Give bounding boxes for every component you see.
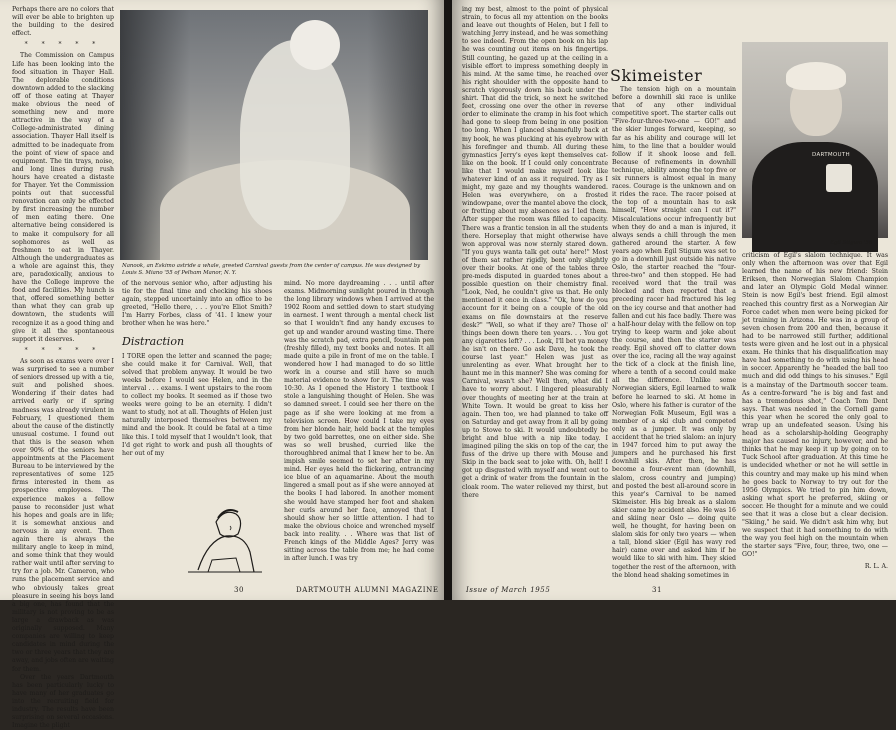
paragraph: I TORE open the letter and scanned the page; she could make it for Carnival. Well, that solved that problem anyway. It would be two weeks before I would see Helen, and in the interval . . . exams. I went upstairs to the room to collect my books. It seemed as if those two weeks were going to be an eternity. I didn't want to study, not at all. Thoughts of Helen just naturally interposed themselves between my mind and the book. It could be fatal at a time like this. I told myself that I wouldn't look, that I'd get right to work and push all thoughts of her out of my <box>122 352 272 457</box>
magazine-name: DARTMOUTH ALUMNI MAGAZINE <box>296 586 439 594</box>
paragraph: Perhaps there are no colors that will ever be able to brighten up the building to the desired effect. <box>12 6 114 38</box>
distraction-heading: Distraction <box>122 334 185 348</box>
section-break: * * * * * <box>24 41 102 49</box>
photo-caption: Nanook, an Eskimo astride a whale, greeted Carnival guests from the center of campus. He was designed by Louis S. Miano '55 of Pelham Manor, N. Y. <box>122 263 421 276</box>
paragraph: criticism of Egil's slalom technique. It was only when the afternoon was over that Egil learned the name of his new friend: Stein Eriksen, then Norwegian Slalom Champion and later an Olympic Gold Medal winner. Stein is now Egil's best friend. Egil almost reached this country first as a Norwegian Air Force cadet when men were being picked for jet training in Arizona. He was in a group of seven chosen from 200 and then, because it had to be narrowed still further, additional tests were given and he lost out in a physical exam. He thinks that his disqualification may have had something to do with using his head in soccer. Apparently he "headed the ball too much and did odd things to his sinuses." Egil is a mainstay of the Dartmouth soccer team. As a centre-forward "he is big and fast and has a tremendous shot," Coach Tom Dent says. That was needed in the Cornell game this year when he scored the only goal to wrap up an undefeated season. Using his head as a scholarship-holding Geography major has caused no injury, however, and he thinks that he may keep it up by going on to Tuck School after graduation. At this time he is undecided whether or not he will settle in this country and may make up his mind when he goes back to Norway to try out for the 1956 Olympics. We tried to pin him down, asking what sport he preferred, skiing or soccer. He thought for a minute and we could see that it was a close but a clear decision. "Skiing," he said. We didn't ask him why, but we suspect that it had something to do with the way you feel high on the mountain when the starter says "Five, four, three, two, one — GO!" <box>742 252 888 559</box>
skimeister-title: Skimeister <box>610 66 703 85</box>
left-column-1 <box>12 6 114 730</box>
author-initials: R. L. A. <box>864 562 888 570</box>
paragraph: Over the years Dartmouth has been particularly lucky to have many of her graduates go into the recruiting field for industry. The results have been surprising on several occasions. Imagine the plight <box>12 673 114 730</box>
paragraph: of the nervous senior who, after adjusting his tie for the final time and checking his shoes again, stepped uncertainly into an office to be greeted, "Hello there, . . . you're Eliot Smith? I'm Harry Forbes, class of '41. I knew your brother when he was here." <box>122 280 272 328</box>
section-break: * * * * * <box>24 346 102 354</box>
photo-caption: Egil Stigum '56 <box>830 240 873 246</box>
skimeister-column-b <box>742 252 888 572</box>
page-number: 31 <box>652 586 663 594</box>
paragraph: The Commission on Campus Life has been looking into the food situation in Thayer Hall. The deplorable conditions downtown added to the slacking off of those eating at Thayer make obvious the need of something new and more attractive in the way of a College-administrated dining association. Thayer Hall itself is admitted to be inadequate from the point of view of space and equipment. The tin trays, noise, and long lines during rush hours have created a distaste for Thayer. Yet the Commission points out that successful renovation can only be effected by first increasing the number of men eating there. One alternative being considered is to make it compulsory for all sophomores as well as freshmen to eat in Thayer. Although the undergraduates as a whole are against this, they are, paradoxically, anxious to have the College improve the food and facilities. My hunch is that, offered something better than what they can grab up downtown, the students will recognize it as a good thing and give it all the spontaneous support it deserves. <box>12 52 114 343</box>
issue-line: Issue of March 1955 <box>466 586 551 594</box>
left-column-3 <box>284 280 434 580</box>
sweater-text: DARTMOUTH <box>812 152 850 158</box>
paragraph: ing my best, almost to the point of physical strain, to focus all my attention on the books and leave out thoughts of Helen, but I fell to watching Jerry instead, and he was something to see indeed. From the open book on his lap he was counting out items on his fingertips. Still counting, he gazed up at the ceiling in a visible effort to impress something deeply in his mind. At the same time, he reached over his right shoulder with the opposite hand to scratch vigorously down his back under the shirt. That did the trick, so next he switched feet, crossing one over the other in reverse order to eliminate the cramp in his foot which had gone to sleep from being in one position too long. When I glanced shamefully back at my book, he was plucking at his eyebrow with his forefinger and thumb. All during these gymnastics Jerry's eyes kept themselves cat-like on the book. If I could only concentrate like that I would make myself look like whatever kind of an ass it required. Try as I might, my gaze and my thoughts wandered. Helen was everywhere, on a frosted windowpane, over the mantel above the clock, or fretting about my absences as I led them. After supper the room was filled to capacity. There was a frantic tension in all the students there. Horseplay that might otherwise have won approval was now sternly stared down. "If you guys wanta talk get outa' here!" Most of them sat rather rigidly, bent only slightly over their books. At one of the tables three pre-meds disputed in guarded tones about a possible question on their chemistry final. "Look, Ned, he couldn't give us that. He only mentioned it once in class." "Ok, how do you account for it being on a couple of the old exams on file downstairs at the reserve desk?" "Well, so what if they are? Those ol' things been down there ten years. . . You got any cigarettes left? . . . Look, I'll bet ya money he isn't on there. Go ask Dave, he took the course last year." Helen was just as unrelenting as ever. What brought her to haunt me in this manner? She was coming for Carnival, wasn't she? Well then, what did I have to worry about. I lingered pleasurably over thoughts of meeting her at the train at White Town. It would be great to kiss her again. Then too, we had planned to take off on Saturday and get away from it all by going up to Stowe to ski. It would undoubtedly be bright and blue with a nip like today. I imagined piling the skis on top of the car, the fuss of the drive up there with Mouse and Skip in the back seat to joke with. Oh, hell! I got up disgusted with myself and went out to get a drink of water from the fountain in the cloak room. The water relieved my thirst, but there <box>462 6 608 499</box>
left-page <box>0 0 444 730</box>
left-column-2 <box>122 280 272 500</box>
right-page <box>452 0 896 600</box>
paragraph: mind. No more daydreaming . . . until after exams. Midmorning sunlight poured in through the long library windows when I arrived at the 1902 Room and settled down to start studying in earnest. I went through a mental check list so that I wouldn't find any handy excuses to get up and wander around wasting time. There was the scratch pad, extra pencil, fountain pen (freshly filled), my text books and notes. It all made quite a pile in front of me on the table. I wondered how I had managed to do so little work in a course and still have so much material evidence to show for it. The time was 10:30. As I opened the History 1 textbook I stole a languishing thought of Helen. She was so damned sweet. I could see her there on the page as if she were looking at me from a television screen. How could I take my eyes from her blonde hair, held back at the temples by two gold barrettes, one on either side. She was so well brushed, curried like the thoroughbred animal that I knew her to be. An impish smile seemed to set her after in my mind. Her eyes held the flickering, entrancing ice blue of an aquamarine. About the mouth lingered a small pout as if she were annoyed at the books I had labored. In another moment she would have stamped her foot and shaken her curls around her face, annoyed that I should show her so little attention. I had to make the obvious choice and wrenched myself back into reality. . . Where was that list of French kings of the Middle Ages? Jerry was sitting across the table from me; he had come in after lunch. I was try <box>284 280 434 563</box>
right-column-1 <box>462 6 608 578</box>
skimeister-column-a <box>612 86 736 578</box>
paragraph: As soon as exams were over I was surprised to see a number of seniors dressed up with a tie, suit and polished shoes. Wondering if their dates had arrived early or if spring madness was already virulent in February, I questioned them about the cause of the distinctly unusual costume. I found out that this is the season when over 90% of the seniors have appointments at the Placement Bureau to be interviewed by the representatives of some 125 firms interested in them as prospective employees. The experience makes a fellow pause to reconsider just what his hopes and goals are in life; it is somewhat anxious and nervous in any event. Then again there is always the military angle to keep in mind, and some think that they would rather wait until after serving to try for a job. Mr. Cameron, who runs the placement service and who obviously takes great pleasure in seeing his boys land a big one, has found that the military is not proving to be as large a drawback as was originally supposed. Many companies are willing to keep candidates in mind during the two or three years that they are away, and jobs often are waiting for them. <box>12 357 114 673</box>
book-gutter <box>444 0 452 600</box>
paragraph: The tension high on a mountain before a downhill ski race is unlike that of any other individual competitive sport. The starter calls out "Five-four-three-two-one — GO!" and the skier lunges forward, keeping, so far as his ability and courage will let him, to the line that a boulder would follow if it shook loose and fell. Because of refinements in downhill technique, ability among the top five or six runners is almost equal in many races. Courage is the unknown and on it rides the race. The racer poised at the top of a mountain has to ask himself, "How straight can I cut it?" Miscalculations occur infrequently but when they do and a man is injured, it always sends a chill through the men gathered around the starter. A few years ago when Egil Stigum was set to go in a downhill just outside his native Oslo, the starter reached the "four-three-two" and then stopped. He had received word that the trail was blocked and then reported that a preceding racer had fractured his leg on the icy course and that another had fallen and cut his face badly. There was a half-hour delay with the fellow on top trying to keep warm and joke about the course, and then the starter was ready. Egil shoved off to clatter down over the ice, racing all the way against the tick of a clock at the finish line, where a tenth of a second could make all the difference. Unlike some Norwegian skiers, Egil learned to walk before he learned to ski. At home in Oslo, where his father is curator of the Norwegian Folk Museum, Egil was a member of a ski club and competed only as a jumper. It was only by accident that he tried slalom: an injury in 1947 forced him to put away the jumpers and he purchased his first downhill skis. After then, he has become a four-event man (downhill, slalom, cross country and jumping) and posted the best all-around score in this year's Carnival to be named Skimeister. His big break as a slalom skier came by accident also. He was 16 and skiing near Oslo — doing quite well, he thought, for having been on slalom skis for only two years — when a tall, blond skier (Egil has wavy red hair) came over and asked him if he would like to ski with him. They skied together the rest of the afternoon, with the blond head shaking sometimes in <box>612 86 737 579</box>
student-sketch-illustration <box>178 500 268 582</box>
page-number: 30 <box>234 586 245 594</box>
nanook-eskimo-photo <box>120 10 428 260</box>
egil-stigum-photo <box>742 42 888 238</box>
